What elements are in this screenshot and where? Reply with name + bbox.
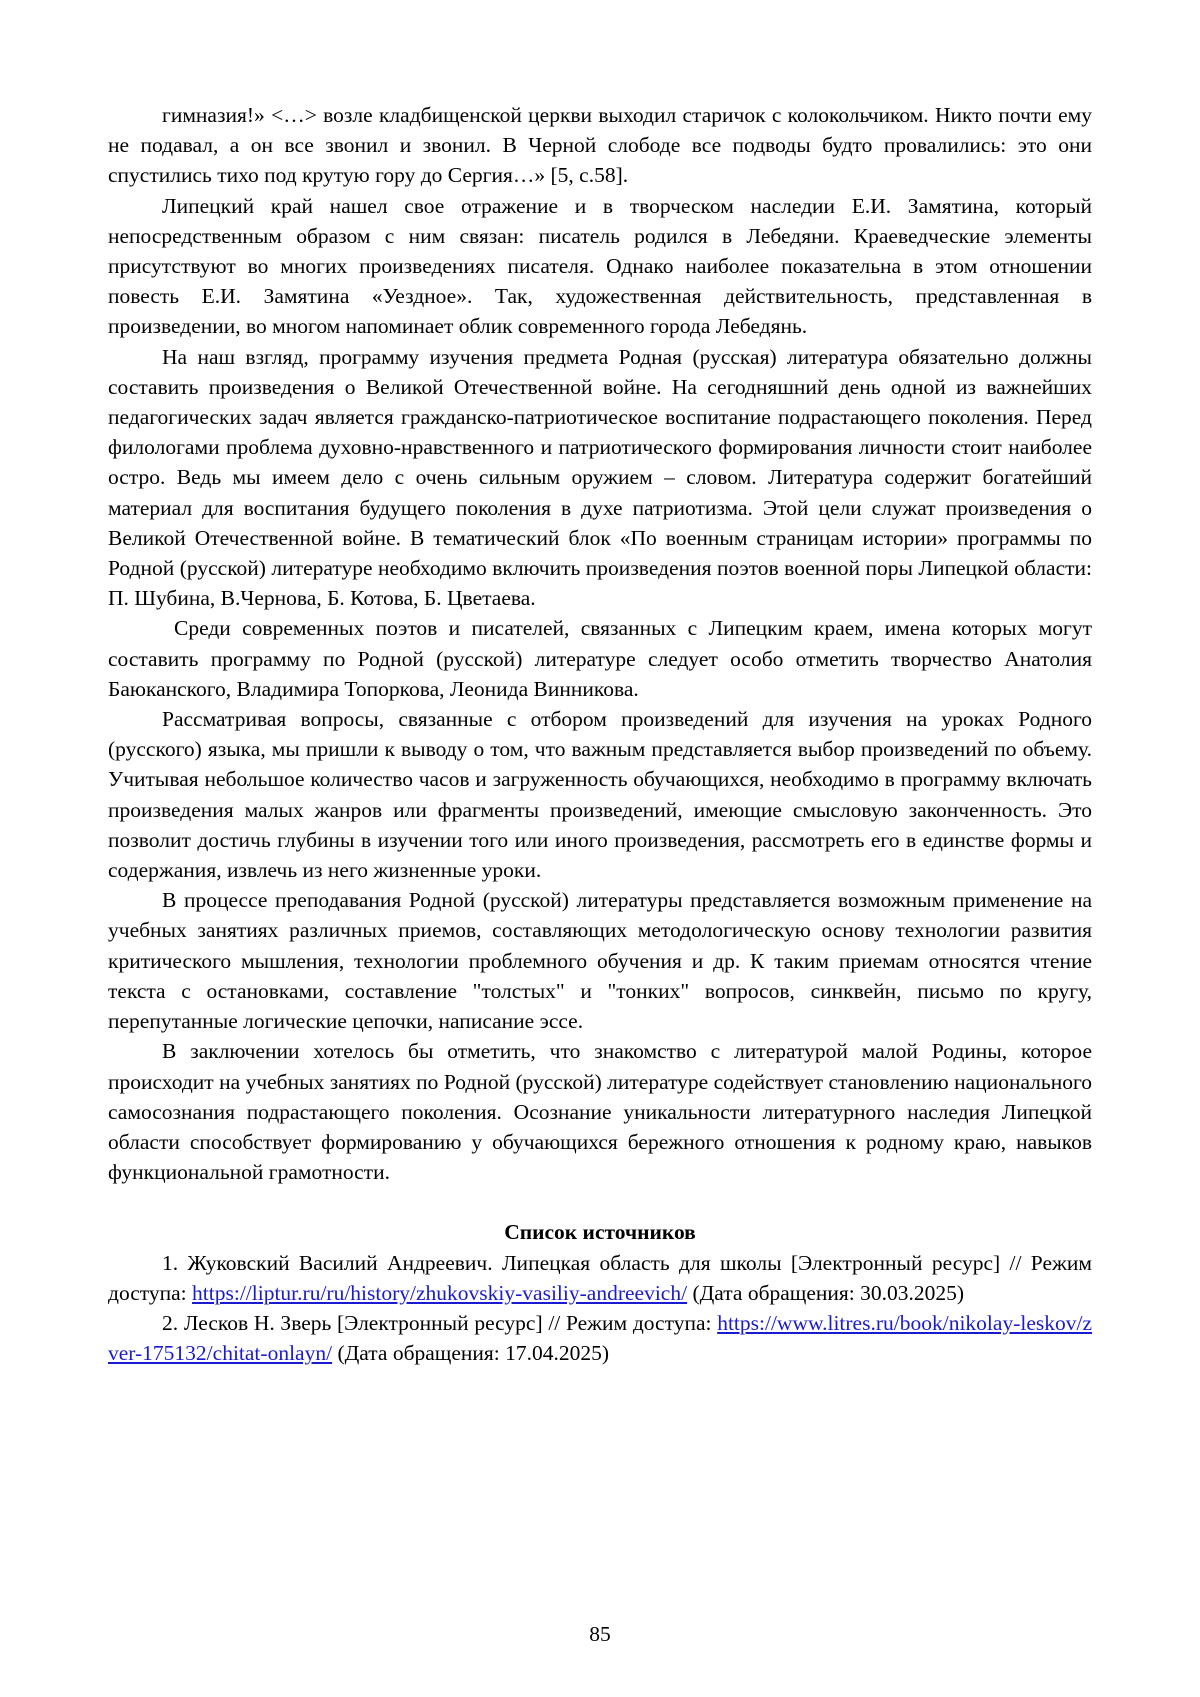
reference-link[interactable]: https://liptur.ru/ru/history/zhukovskiy-vasiliy-andreevich/ — [192, 1280, 688, 1305]
references-heading: Список источников — [504, 1220, 696, 1245]
reference-text: 1. Жуковский Василий Андреевич. Липецкая область для школы [Электронный ресурс] // Режим доступа: — [108, 1250, 1092, 1305]
paragraph: Липецкий край нашел свое отражение и в творческом наследии Е.И. Замятина, который непосредственным образом с ним связан: писатель родился в Лебедяни. Краеведческие элементы присутствуют во многих произведениях писателя. Однако наиболее показательна в этом отношении повесть Е.И. Замятина «Уездное». Так, художественная действительность, представленная в произведении, во многом напоминает облик современного города Лебедянь. — [108, 193, 1092, 339]
reference-item — [108, 1308, 1092, 1368]
reference-item — [108, 1248, 1092, 1308]
paragraph: Среди современных поэтов и писателей, связанных с Липецким краем, имена которых могут составить программу по Родной (русской) литературе следует особо отметить творчество Анатолия Баюканского, Владимира Топоркова, Леонида Винникова. — [108, 616, 1092, 701]
paragraph: На наш взгляд, программу изучения предмета Родная (русская) литература обязательно должны составить произведения о Великой Отечественной войне. На сегодняшний день одной из важнейших педагогических задач является гражданско-патриотическое воспитание подрастающего поколения. Перед филологами проблема духовно-нравственного и патриотического формирования личности стоит наиболее остро. Ведь мы имеем дело с очень сильным оружием – словом. Литература содержит богатейший материал для воспитания будущего поколения в духе патриотизма. Этой цели служат произведения о Великой Отечественной войне. В тематический блок «По военным страницам истории» программы по Родной (русской) литературе необходимо включить произведения поэтов военной поры Липецкой области: П. Шубина, В.Чернова, Б. Котова, Б. Цветаева. — [108, 344, 1092, 611]
paragraph: В процессе преподавания Родной (русской) литературы представляется возможным применение на учебных занятиях различных приемов, составляющих методологическую основу технологии развития критического мышления, технологии проблемного обучения и др. К таким приемам относятся чтение текста с остановками, составление "толстых" и "тонких" вопросов, синквейн, письмо по кругу, перепутанные логические цепочки, написание эссе. — [108, 888, 1092, 1034]
page-number: 85 — [589, 1622, 611, 1646]
reference-link[interactable]: https://www.litres.ru/book/nikolay-leskov/zver-175132/chitat-onlayn/ — [108, 1310, 1092, 1366]
reference-text: (Дата обращения: 17.04.2025) — [332, 1341, 610, 1366]
document-body — [108, 100, 1092, 1368]
paragraph: гимназия!» <…> возле кладбищенской церкви выходил старичок с колокольчиком. Никто почти ему не подавал, а он все звонил и звонил. В Черной слободе все подводы будто провалились: это они спустились тихо под крутую гору до Сергия…» [5, с.58]. — [108, 103, 1092, 188]
reference-text: 2. Лесков Н. Зверь [Электронный ресурс] // Режим доступа: — [162, 1310, 718, 1335]
paragraph: Рассматривая вопросы, связанные с отбором произведений для изучения на уроках Родного (русского) языка, мы пришли к выводу о том, что важным представляется выбор произведений по объему. Учитывая небольшое количество часов и загруженность обучающихся, необходимо в программу включать произведения малых жанров или фрагменты произведений, имеющие смысловую законченность. Это позволит достичь глубины в изучении того или иного произведения, рассмотреть его в единстве формы и содержания, извлечь из него жизненные уроки. — [108, 707, 1092, 883]
reference-text: (Дата обращения: 30.03.2025) — [687, 1280, 965, 1305]
paragraph: В заключении хотелось бы отметить, что знакомство с литературой малой Родины, которое происходит на учебных занятиях по Родной (русской) литературе содействует становлению национального самосознания подрастающего поколения. Осознание уникальности литературного наследия Липецкой области способствует формированию у обучающихся бережного отношения к родному краю, навыков функциональной грамотности. — [108, 1039, 1092, 1185]
